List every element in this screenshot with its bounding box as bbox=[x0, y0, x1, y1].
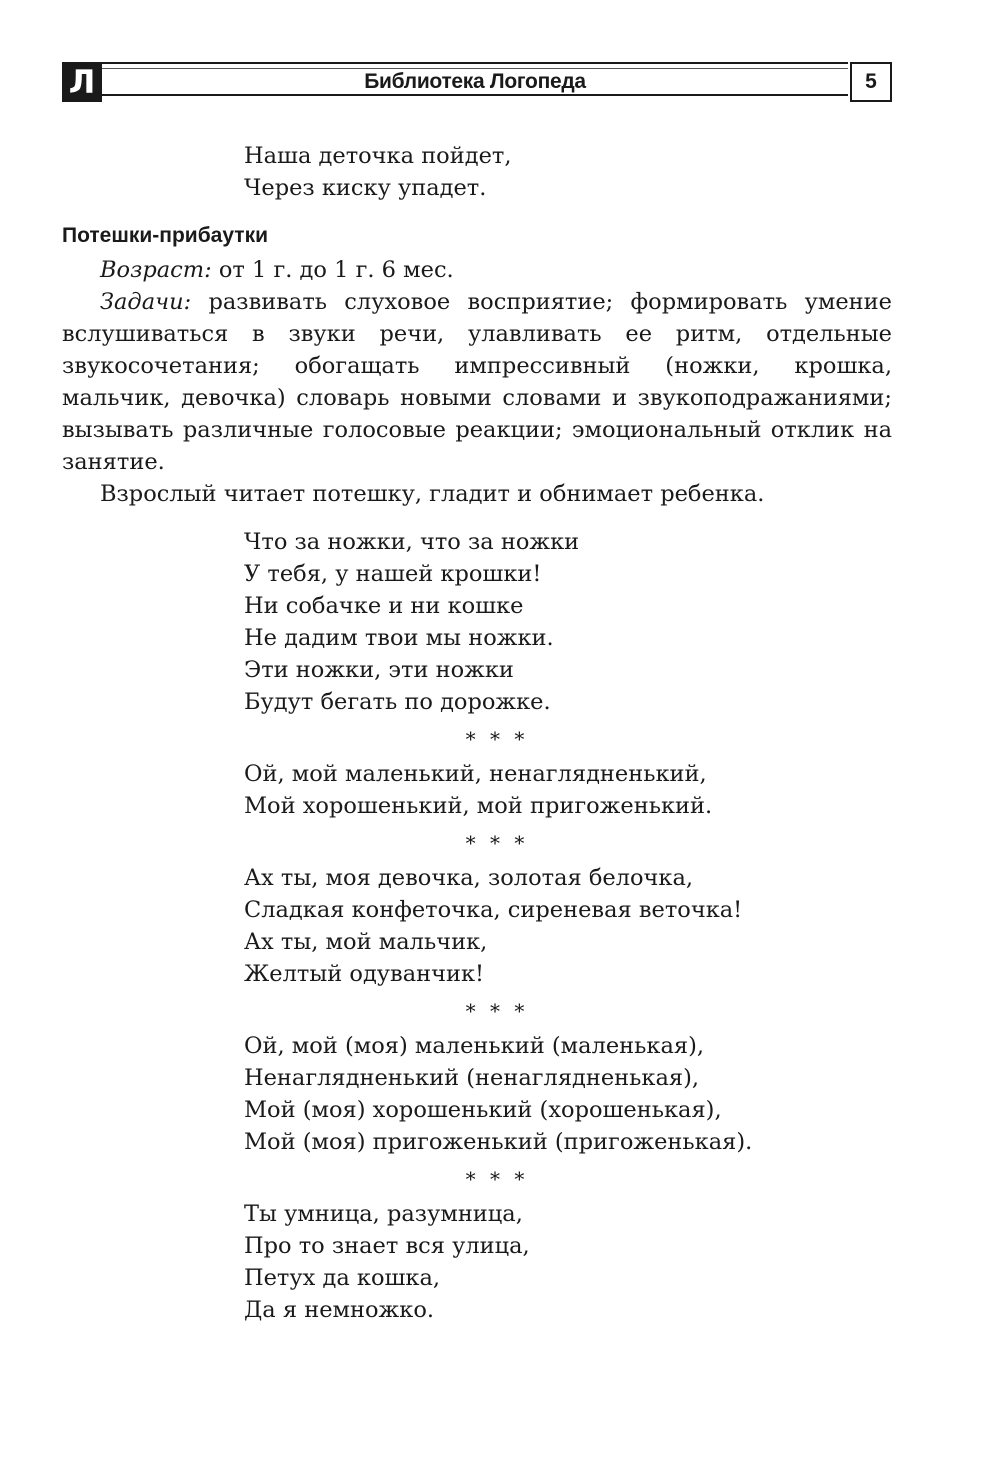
verse-line: Мой (моя) хорошенький (хорошенькая), bbox=[244, 1097, 722, 1123]
header-title: Библиотека Логопеда bbox=[364, 70, 586, 93]
tasks-paragraph bbox=[62, 286, 892, 478]
separator-stars: * * * bbox=[465, 999, 529, 1023]
verse-line: Петух да кошка, bbox=[244, 1265, 441, 1291]
verse-3 bbox=[244, 862, 892, 990]
page-content bbox=[62, 140, 892, 1326]
intro-verse bbox=[244, 140, 892, 204]
verse-line: Мой хорошенький, мой пригоженький. bbox=[244, 793, 713, 819]
header-bar bbox=[102, 62, 848, 96]
age-value: от 1 г. до 1 г. 6 мес. bbox=[211, 257, 454, 283]
verse-line: Что за ножки, что за ножки bbox=[244, 529, 580, 555]
verse-line: Ненаглядненький (ненаглядненькая), bbox=[244, 1065, 700, 1091]
verse-line: Через киску упадет. bbox=[244, 175, 487, 201]
verse-line: Ах ты, моя девочка, золотая белочка, bbox=[244, 865, 694, 891]
verse-2 bbox=[244, 758, 892, 822]
verse-line: Ах ты, мой мальчик, bbox=[244, 929, 488, 955]
verse-5 bbox=[244, 1198, 892, 1326]
verse-line: Мой (моя) пригоженький (пригоженькая). bbox=[244, 1129, 753, 1155]
tasks-value: развивать слуховое восприятие; формировать умение вслушиваться в звуки речи, улавливать ее ритм, отдельные звукосочетания; обогащать импрессивный (ножки, крошка, мальчик, девочка) словарь новыми словами и звукоподражаниями; вызывать различные голосовые реакции; эмоциональный отклик на занятие. bbox=[62, 289, 892, 475]
verse-line: Эти ножки, эти ножки bbox=[244, 657, 514, 683]
separator-stars: * * * bbox=[465, 727, 529, 751]
verse-line: Сладкая конфеточка, сиреневая веточка! bbox=[244, 897, 743, 923]
tasks-label: Задачи: bbox=[100, 289, 192, 315]
section-heading: Потешки-прибаутки bbox=[62, 224, 268, 247]
age-label: Возраст: bbox=[100, 257, 212, 283]
separator-stars: * * * bbox=[465, 831, 529, 855]
instruction-paragraph: Взрослый читает потешку, гладит и обнимает ребенка. bbox=[100, 481, 765, 507]
separator-stars: * * * bbox=[465, 1167, 529, 1191]
verse-line: Желтый одуванчик! bbox=[244, 961, 485, 987]
age-paragraph bbox=[62, 254, 892, 286]
verse-4 bbox=[244, 1030, 892, 1158]
verse-line: Да я немножко. bbox=[244, 1297, 435, 1323]
logo-icon: Л bbox=[62, 62, 102, 102]
verse-line: Про то знает вся улица, bbox=[244, 1233, 530, 1259]
verse-line: Ни собачке и ни кошке bbox=[244, 593, 524, 619]
verse-line: Ты умница, разумница, bbox=[244, 1201, 523, 1227]
verse-line: Будут бегать по дорожке. bbox=[244, 689, 551, 715]
verse-line: Ой, мой (моя) маленький (маленькая), bbox=[244, 1033, 705, 1059]
verse-line: Ой, мой маленький, ненаглядненький, bbox=[244, 761, 707, 787]
page-header bbox=[62, 62, 892, 104]
page-number: 5 bbox=[850, 62, 892, 102]
verse-line: Не дадим твои мы ножки. bbox=[244, 625, 554, 651]
verse-1 bbox=[244, 526, 892, 718]
verse-line: Наша деточка пойдет, bbox=[244, 143, 512, 169]
verse-line: У тебя, у нашей крошки! bbox=[244, 561, 542, 587]
